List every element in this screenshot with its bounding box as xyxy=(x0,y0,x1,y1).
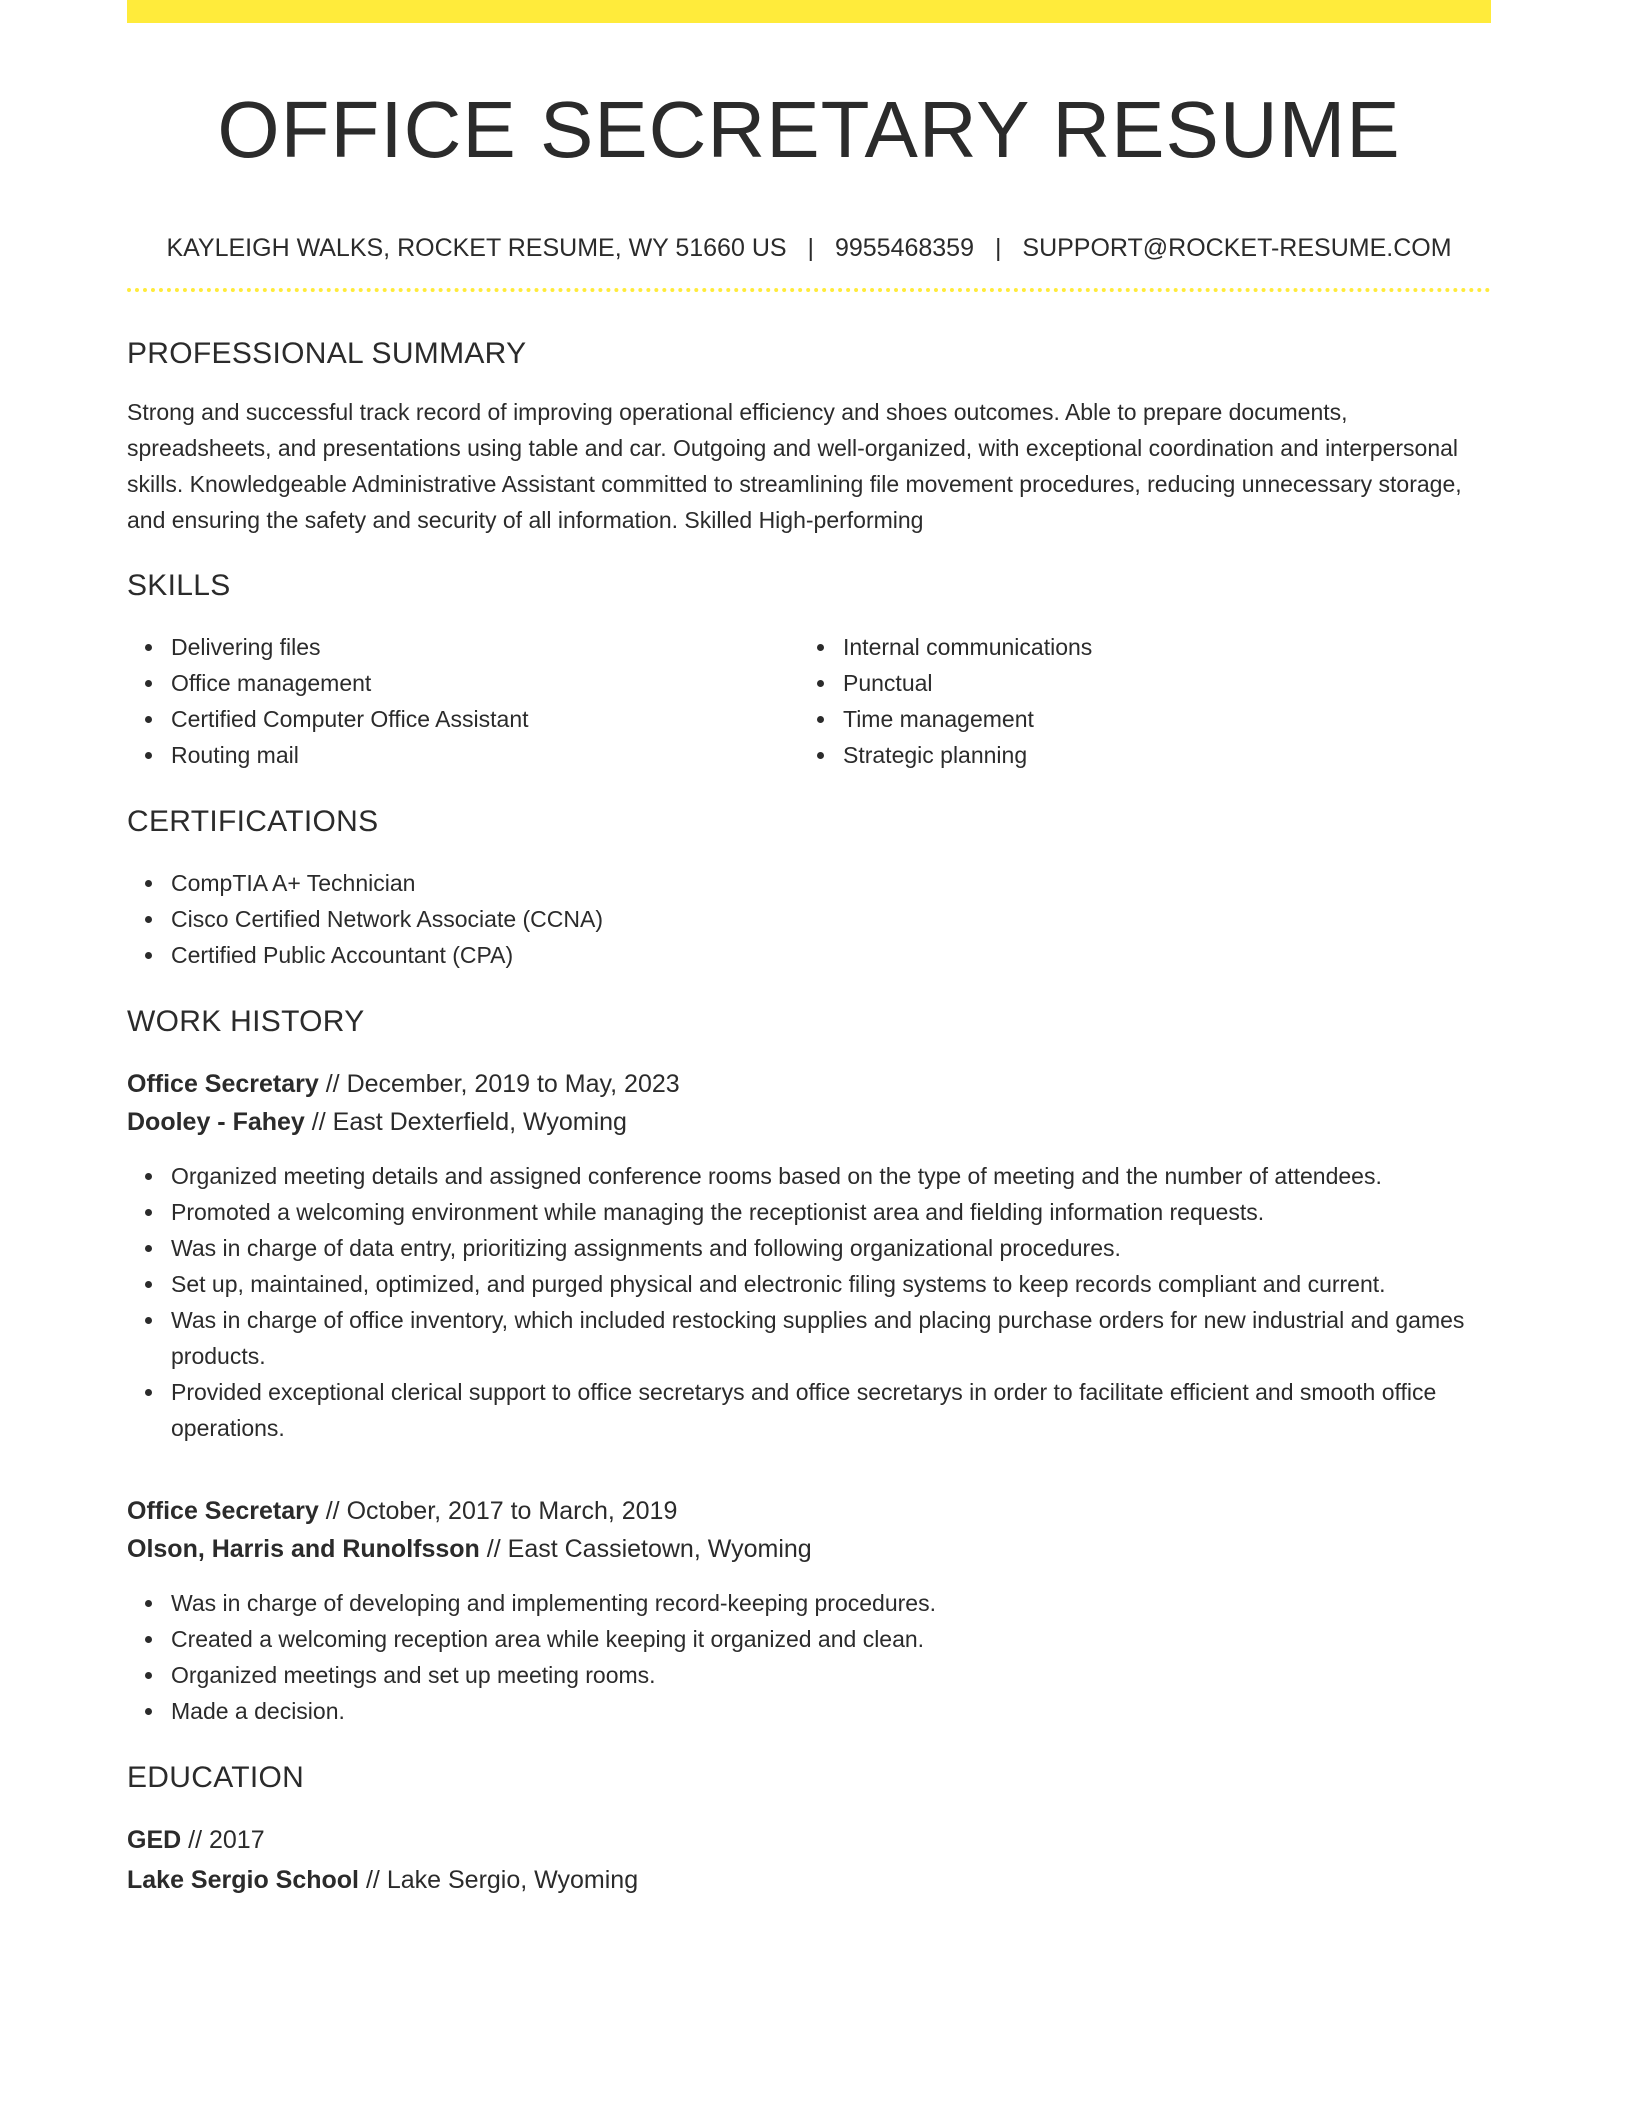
job-location: East Dexterfield, Wyoming xyxy=(332,1108,627,1136)
education-year: 2017 xyxy=(209,1826,265,1854)
job-location: East Cassietown, Wyoming xyxy=(507,1535,812,1563)
certifications-heading: CERTIFICATIONS xyxy=(127,805,379,838)
skills-list xyxy=(127,629,1491,773)
certification-item: CompTIA A+ Technician xyxy=(171,865,1491,901)
skill-item: Punctual xyxy=(843,665,1471,701)
contact-phone: 9955468359 xyxy=(834,234,974,262)
job-duty-item: Organized meetings and set up meeting rooms. xyxy=(171,1657,1491,1693)
contact-line xyxy=(127,232,1491,264)
separator: // xyxy=(325,1497,340,1525)
contact-separator: | xyxy=(994,234,1002,262)
job-duties-list xyxy=(127,1585,1491,1729)
contact-email: SUPPORT@ROCKET-RESUME.COM xyxy=(1022,234,1452,262)
separator: // xyxy=(365,1866,380,1894)
separator: // xyxy=(311,1108,326,1136)
certification-item: Certified Public Accountant (CPA) xyxy=(171,937,1491,973)
skills-column-right xyxy=(799,629,1471,773)
education-school-line xyxy=(127,1861,1491,1899)
education-degree-line xyxy=(127,1821,1491,1859)
resume-title: OFFICE SECRETARY RESUME xyxy=(217,85,1401,174)
resume-content xyxy=(127,0,1491,1899)
job-duty-item: Set up, maintained, optimized, and purged physical and electronic filing systems to keep records compliant and current. xyxy=(171,1266,1491,1302)
job-company: Dooley - Fahey xyxy=(127,1108,305,1136)
separator: // xyxy=(486,1535,501,1563)
education-school: Lake Sergio School xyxy=(127,1866,360,1894)
job-dates: December, 2019 to May, 2023 xyxy=(346,1070,680,1098)
job-company-line xyxy=(127,1530,1491,1568)
contact-separator: | xyxy=(807,234,814,262)
work-history-heading: WORK HISTORY xyxy=(127,1005,365,1038)
job-title: Office Secretary xyxy=(127,1497,319,1525)
skill-item: Strategic planning xyxy=(843,737,1471,773)
education-heading: EDUCATION xyxy=(127,1761,305,1794)
job-duty-item: Promoted a welcoming environment while managing the receptionist area and fielding information requests. xyxy=(171,1194,1491,1230)
job-duty-item: Organized meeting details and assigned conference rooms based on the type of meeting and the number of attendees. xyxy=(171,1158,1491,1194)
job-company-line xyxy=(127,1103,1491,1141)
job-title-line xyxy=(127,1492,1491,1530)
job-dates: October, 2017 to March, 2019 xyxy=(346,1497,678,1525)
job-duty-item: Was in charge of data entry, prioritizing assignments and following organizational procedures. xyxy=(171,1230,1491,1266)
dotted-divider xyxy=(127,288,1491,292)
education-degree: GED xyxy=(127,1826,182,1854)
job-duty-item: Provided exceptional clerical support to office secretarys and office secretarys in order to facilitate efficient and smooth office operations. xyxy=(171,1374,1491,1446)
separator: // xyxy=(188,1826,203,1854)
job-duty-item: Created a welcoming reception area while keeping it organized and clean. xyxy=(171,1621,1491,1657)
certification-item: Cisco Certified Network Associate (CCNA) xyxy=(171,901,1491,937)
separator: // xyxy=(325,1070,340,1098)
skill-item: Time management xyxy=(843,701,1471,737)
skill-item: Routing mail xyxy=(171,737,799,773)
job-company: Olson, Harris and Runolfsson xyxy=(127,1535,480,1563)
job-duties-list xyxy=(127,1158,1491,1446)
job-title-line xyxy=(127,1065,1491,1103)
education-location: Lake Sergio, Wyoming xyxy=(386,1866,639,1894)
summary-heading: PROFESSIONAL SUMMARY xyxy=(127,337,527,370)
skill-item: Delivering files xyxy=(171,629,799,665)
summary-text: Strong and successful track record of improving operational efficiency and shoes outcomes. Able to prepare documents, spreadsheets, and presentations using table and car. Outgoing and well-organized, with exceptional coordination and interpersonal skills. Knowledgeable Administrative Assistant committed to streamlining file movement procedures, reducing unnecessary storage, and ensuring the safety and security of all information. Skilled High-performing xyxy=(127,399,1462,533)
skills-column-left xyxy=(127,629,799,773)
skill-item: Office management xyxy=(171,665,799,701)
skill-item: Certified Computer Office Assistant xyxy=(171,701,799,737)
certifications-list xyxy=(127,865,1491,973)
skill-item: Internal communications xyxy=(843,629,1471,665)
job-title: Office Secretary xyxy=(127,1070,319,1098)
job-duty-item: Was in charge of office inventory, which included restocking supplies and placing purchase orders for new industrial and games products. xyxy=(171,1302,1491,1374)
contact-address: KAYLEIGH WALKS, ROCKET RESUME, WY 51660 US xyxy=(166,234,787,262)
skills-heading: SKILLS xyxy=(127,569,231,602)
job-duty-item: Made a decision. xyxy=(171,1693,1491,1729)
job-duty-item: Was in charge of developing and implementing record-keeping procedures. xyxy=(171,1585,1491,1621)
